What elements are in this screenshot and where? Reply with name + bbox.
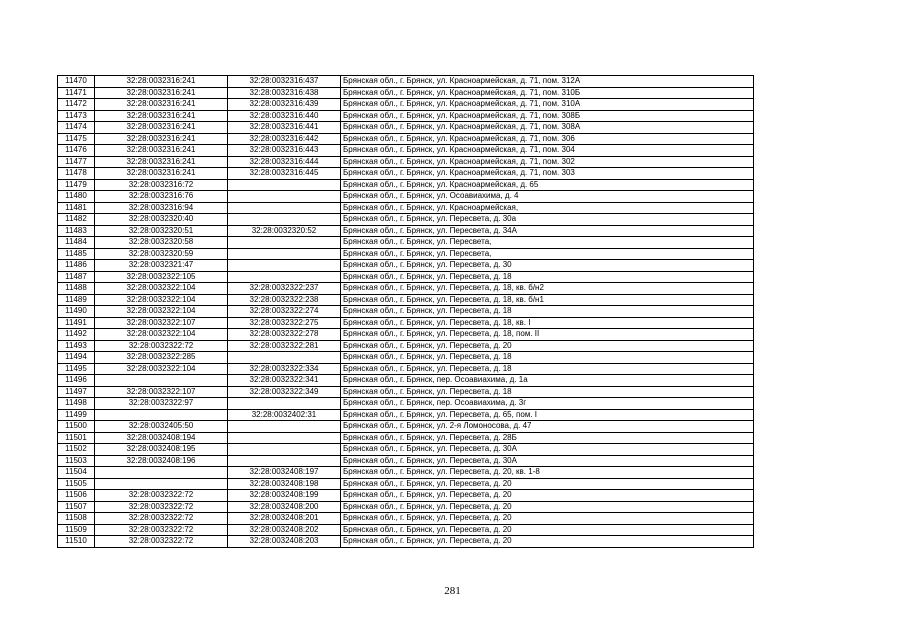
table-row: [58, 306, 754, 318]
parcel-number-cell: 32:28:0032322:72: [95, 501, 228, 513]
parcel-number-cell: 32:28:0032408:195: [95, 444, 228, 456]
address-cell: Брянская обл., г. Брянск, ул. Красноармейская,: [341, 202, 754, 214]
object-number-cell: 32:28:0032316:445: [228, 168, 341, 180]
object-number-cell: 32:28:0032408:201: [228, 513, 341, 525]
parcel-number-cell: 32:28:0032316:241: [95, 99, 228, 111]
page-number: 281: [444, 585, 461, 597]
table-row: [58, 444, 754, 456]
parcel-number-cell: 32:28:0032322:104: [95, 283, 228, 295]
address-cell: Брянская обл., г. Брянск, ул. Пересвета, д. 30А: [341, 455, 754, 467]
parcel-number-cell: 32:28:0032316:76: [95, 191, 228, 203]
address-cell: Брянская обл., г. Брянск, ул. Пересвета, д. 20: [341, 513, 754, 525]
address-cell: Брянская обл., г. Брянск, ул. Пересвета, д. 18: [341, 386, 754, 398]
table-body: [58, 76, 754, 548]
row-number-cell: 11494: [58, 352, 95, 364]
row-number-cell: 11477: [58, 156, 95, 168]
cadastral-table: [57, 75, 754, 548]
row-number-cell: 11505: [58, 478, 95, 490]
address-cell: Брянская обл., г. Брянск, ул. Пересвета, д. 18, кв. I: [341, 317, 754, 329]
address-cell: Брянская обл., г. Брянск, ул. Пересвета, д. 34А: [341, 225, 754, 237]
object-number-cell: [228, 352, 341, 364]
object-number-cell: 32:28:0032316:440: [228, 110, 341, 122]
address-cell: Брянская обл., г. Брянск, ул. Пересвета, д. 20: [341, 524, 754, 536]
address-cell: Брянская обл., г. Брянск, ул. Пересвета, д. 20: [341, 478, 754, 490]
object-number-cell: [228, 179, 341, 191]
row-number-cell: 11503: [58, 455, 95, 467]
table-row: [58, 214, 754, 226]
row-number-cell: 11478: [58, 168, 95, 180]
object-number-cell: [228, 398, 341, 410]
address-cell: Брянская обл., г. Брянск, ул. Пересвета, д. 18, кв. б/н2: [341, 283, 754, 295]
address-cell: Брянская обл., г. Брянск, ул. Красноармейская, д. 71, пом. 302: [341, 156, 754, 168]
address-cell: Брянская обл., г. Брянск, ул. Красноармейская, д. 71, пом. 310А: [341, 99, 754, 111]
parcel-number-cell: 32:28:0032322:72: [95, 490, 228, 502]
row-number-cell: 11486: [58, 260, 95, 272]
address-cell: Брянская обл., г. Брянск, ул. Пересвета, д. 65, пом. I: [341, 409, 754, 421]
parcel-number-cell: 32:28:0032408:194: [95, 432, 228, 444]
table-row: [58, 283, 754, 295]
object-number-cell: 32:28:0032316:439: [228, 99, 341, 111]
table-row: [58, 191, 754, 203]
address-cell: Брянская обл., г. Брянск, ул. Пересвета,: [341, 248, 754, 260]
table-row: [58, 490, 754, 502]
object-number-cell: 32:28:0032316:438: [228, 87, 341, 99]
parcel-number-cell: 32:28:0032320:51: [95, 225, 228, 237]
table-row: [58, 455, 754, 467]
address-cell: Брянская обл., г. Брянск, ул. Красноармейская, д. 71, пом. 308Б: [341, 110, 754, 122]
object-number-cell: [228, 237, 341, 249]
object-number-cell: 32:28:0032316:443: [228, 145, 341, 157]
address-cell: Брянская обл., г. Брянск, ул. Пересвета, д. 20, кв. 1-8: [341, 467, 754, 479]
table-row: [58, 122, 754, 134]
table-row: [58, 329, 754, 341]
address-cell: Брянская обл., г. Брянск, ул. Пересвета, д. 18, пом. II: [341, 329, 754, 341]
row-number-cell: 11496: [58, 375, 95, 387]
address-cell: Брянская обл., г. Брянск, ул. Красноармейская, д. 71, пом. 303: [341, 168, 754, 180]
row-number-cell: 11487: [58, 271, 95, 283]
row-number-cell: 11492: [58, 329, 95, 341]
table-row: [58, 294, 754, 306]
parcel-number-cell: 32:28:0032316:241: [95, 133, 228, 145]
address-cell: Брянская обл., г. Брянск, ул. Красноармейская, д. 71, пом. 308А: [341, 122, 754, 134]
object-number-cell: 32:28:0032316:444: [228, 156, 341, 168]
object-number-cell: 32:28:0032316:437: [228, 76, 341, 88]
parcel-number-cell: 32:28:0032405:50: [95, 421, 228, 433]
address-cell: Брянская обл., г. Брянск, ул. Пересвета, д. 18: [341, 306, 754, 318]
parcel-number-cell: [95, 478, 228, 490]
table-row: [58, 260, 754, 272]
object-number-cell: [228, 421, 341, 433]
object-number-cell: 32:28:0032322:334: [228, 363, 341, 375]
object-number-cell: 32:28:0032408:202: [228, 524, 341, 536]
table-row: [58, 317, 754, 329]
object-number-cell: 32:28:0032320:52: [228, 225, 341, 237]
parcel-number-cell: 32:28:0032316:241: [95, 168, 228, 180]
table-row: [58, 237, 754, 249]
row-number-cell: 11488: [58, 283, 95, 295]
parcel-number-cell: 32:28:0032322:72: [95, 340, 228, 352]
parcel-number-cell: 32:28:0032322:105: [95, 271, 228, 283]
row-number-cell: 11510: [58, 536, 95, 548]
row-number-cell: 11490: [58, 306, 95, 318]
address-cell: Брянская обл., г. Брянск, ул. Осоавиахима, д. 4: [341, 191, 754, 203]
parcel-number-cell: 32:28:0032322:97: [95, 398, 228, 410]
row-number-cell: 11502: [58, 444, 95, 456]
address-cell: Брянская обл., г. Брянск, ул. Красноармейская, д. 65: [341, 179, 754, 191]
row-number-cell: 11471: [58, 87, 95, 99]
parcel-number-cell: 32:28:0032316:72: [95, 179, 228, 191]
parcel-number-cell: 32:28:0032316:241: [95, 156, 228, 168]
table-row: [58, 340, 754, 352]
row-number-cell: 11498: [58, 398, 95, 410]
object-number-cell: [228, 455, 341, 467]
table-row: [58, 501, 754, 513]
row-number-cell: 11483: [58, 225, 95, 237]
address-cell: Брянская обл., г. Брянск, ул. Пересвета, д. 20: [341, 340, 754, 352]
row-number-cell: 11482: [58, 214, 95, 226]
row-number-cell: 11499: [58, 409, 95, 421]
table-row: [58, 110, 754, 122]
row-number-cell: 11479: [58, 179, 95, 191]
table-row: [58, 536, 754, 548]
parcel-number-cell: 32:28:0032322:72: [95, 524, 228, 536]
address-cell: Брянская обл., г. Брянск, ул. Красноармейская, д. 71, пом. 312А: [341, 76, 754, 88]
row-number-cell: 11474: [58, 122, 95, 134]
address-cell: Брянская обл., г. Брянск, ул. Пересвета, д. 28Б: [341, 432, 754, 444]
row-number-cell: 11470: [58, 76, 95, 88]
table-row: [58, 421, 754, 433]
object-number-cell: [228, 260, 341, 272]
table-row: [58, 524, 754, 536]
parcel-number-cell: 32:28:0032322:104: [95, 306, 228, 318]
object-number-cell: 32:28:0032316:442: [228, 133, 341, 145]
row-number-cell: 11476: [58, 145, 95, 157]
row-number-cell: 11493: [58, 340, 95, 352]
row-number-cell: 11508: [58, 513, 95, 525]
object-number-cell: [228, 444, 341, 456]
parcel-number-cell: 32:28:0032316:241: [95, 76, 228, 88]
object-number-cell: [228, 202, 341, 214]
object-number-cell: 32:28:0032408:197: [228, 467, 341, 479]
address-cell: Брянская обл., г. Брянск, пер. Осоавиахима, д. 3г: [341, 398, 754, 410]
address-cell: Брянская обл., г. Брянск, ул. Пересвета, д. 30А: [341, 444, 754, 456]
parcel-number-cell: [95, 375, 228, 387]
object-number-cell: 32:28:0032408:200: [228, 501, 341, 513]
parcel-number-cell: 32:28:0032320:59: [95, 248, 228, 260]
object-number-cell: 32:28:0032322:341: [228, 375, 341, 387]
table-row: [58, 87, 754, 99]
object-number-cell: 32:28:0032316:441: [228, 122, 341, 134]
table-row: [58, 513, 754, 525]
row-number-cell: 11481: [58, 202, 95, 214]
object-number-cell: 32:28:0032322:278: [228, 329, 341, 341]
table-row: [58, 99, 754, 111]
address-cell: Брянская обл., г. Брянск, ул. Красноармейская, д. 71, пом. 310Б: [341, 87, 754, 99]
address-cell: Брянская обл., г. Брянск, ул. Пересвета,: [341, 237, 754, 249]
table-row: [58, 179, 754, 191]
parcel-number-cell: 32:28:0032408:196: [95, 455, 228, 467]
address-cell: Брянская обл., г. Брянск, ул. Пересвета, д. 20: [341, 536, 754, 548]
object-number-cell: 32:28:0032322:281: [228, 340, 341, 352]
row-number-cell: 11473: [58, 110, 95, 122]
object-number-cell: [228, 191, 341, 203]
parcel-number-cell: 32:28:0032322:104: [95, 363, 228, 375]
table-row: [58, 386, 754, 398]
object-number-cell: 32:28:0032408:199: [228, 490, 341, 502]
parcel-number-cell: 32:28:0032316:94: [95, 202, 228, 214]
address-cell: Брянская обл., г. Брянск, ул. Пересвета, д. 20: [341, 501, 754, 513]
address-cell: Брянская обл., г. Брянск, ул. Красноармейская, д. 71, пом. 304: [341, 145, 754, 157]
table-row: [58, 202, 754, 214]
parcel-number-cell: 32:28:0032316:241: [95, 87, 228, 99]
parcel-number-cell: 32:28:0032322:72: [95, 536, 228, 548]
parcel-number-cell: 32:28:0032322:285: [95, 352, 228, 364]
row-number-cell: 11475: [58, 133, 95, 145]
table-row: [58, 271, 754, 283]
address-cell: Брянская обл., г. Брянск, ул. Пересвета, д. 18, кв. б/н1: [341, 294, 754, 306]
table-row: [58, 248, 754, 260]
table-row: [58, 225, 754, 237]
row-number-cell: 11506: [58, 490, 95, 502]
parcel-number-cell: [95, 409, 228, 421]
object-number-cell: 32:28:0032322:275: [228, 317, 341, 329]
row-number-cell: 11509: [58, 524, 95, 536]
row-number-cell: 11472: [58, 99, 95, 111]
row-number-cell: 11489: [58, 294, 95, 306]
row-number-cell: 11485: [58, 248, 95, 260]
address-cell: Брянская обл., г. Брянск, ул. Пересвета, д. 30а: [341, 214, 754, 226]
object-number-cell: 32:28:0032408:198: [228, 478, 341, 490]
object-number-cell: 32:28:0032402:31: [228, 409, 341, 421]
row-number-cell: 11484: [58, 237, 95, 249]
table-row: [58, 168, 754, 180]
object-number-cell: 32:28:0032322:237: [228, 283, 341, 295]
row-number-cell: 11501: [58, 432, 95, 444]
table-row: [58, 352, 754, 364]
object-number-cell: 32:28:0032322:274: [228, 306, 341, 318]
table-row: [58, 409, 754, 421]
table-row: [58, 398, 754, 410]
parcel-number-cell: 32:28:0032322:104: [95, 294, 228, 306]
address-cell: Брянская обл., г. Брянск, ул. Пересвета, д. 18: [341, 352, 754, 364]
parcel-number-cell: 32:28:0032322:107: [95, 386, 228, 398]
table-row: [58, 76, 754, 88]
parcel-number-cell: 32:28:0032320:58: [95, 237, 228, 249]
object-number-cell: 32:28:0032322:349: [228, 386, 341, 398]
object-number-cell: [228, 248, 341, 260]
object-number-cell: 32:28:0032408:203: [228, 536, 341, 548]
parcel-number-cell: 32:28:0032322:107: [95, 317, 228, 329]
row-number-cell: 11507: [58, 501, 95, 513]
object-number-cell: [228, 271, 341, 283]
parcel-number-cell: 32:28:0032320:40: [95, 214, 228, 226]
parcel-number-cell: 32:28:0032316:241: [95, 110, 228, 122]
object-number-cell: [228, 432, 341, 444]
row-number-cell: 11504: [58, 467, 95, 479]
table-row: [58, 156, 754, 168]
address-cell: Брянская обл., г. Брянск, ул. Пересвета, д. 30: [341, 260, 754, 272]
parcel-number-cell: 32:28:0032321:47: [95, 260, 228, 272]
parcel-number-cell: [95, 467, 228, 479]
table-row: [58, 478, 754, 490]
address-cell: Брянская обл., г. Брянск, ул. 2-я Ломоносова, д. 47: [341, 421, 754, 433]
address-cell: Брянская обл., г. Брянск, ул. Красноармейская, д. 71, пом. 306: [341, 133, 754, 145]
object-number-cell: [228, 214, 341, 226]
row-number-cell: 11480: [58, 191, 95, 203]
parcel-number-cell: 32:28:0032316:241: [95, 122, 228, 134]
address-cell: Брянская обл., г. Брянск, ул. Пересвета, д. 18: [341, 363, 754, 375]
address-cell: Брянская обл., г. Брянск, пер. Осоавиахима, д. 1а: [341, 375, 754, 387]
parcel-number-cell: 32:28:0032316:241: [95, 145, 228, 157]
address-cell: Брянская обл., г. Брянск, ул. Пересвета, д. 20: [341, 490, 754, 502]
address-cell: Брянская обл., г. Брянск, ул. Пересвета, д. 18: [341, 271, 754, 283]
object-number-cell: 32:28:0032322:238: [228, 294, 341, 306]
table-row: [58, 467, 754, 479]
table-row: [58, 375, 754, 387]
row-number-cell: 11497: [58, 386, 95, 398]
table-row: [58, 145, 754, 157]
row-number-cell: 11491: [58, 317, 95, 329]
parcel-number-cell: 32:28:0032322:104: [95, 329, 228, 341]
table-row: [58, 432, 754, 444]
parcel-number-cell: 32:28:0032322:72: [95, 513, 228, 525]
table-row: [58, 363, 754, 375]
row-number-cell: 11500: [58, 421, 95, 433]
table-row: [58, 133, 754, 145]
row-number-cell: 11495: [58, 363, 95, 375]
